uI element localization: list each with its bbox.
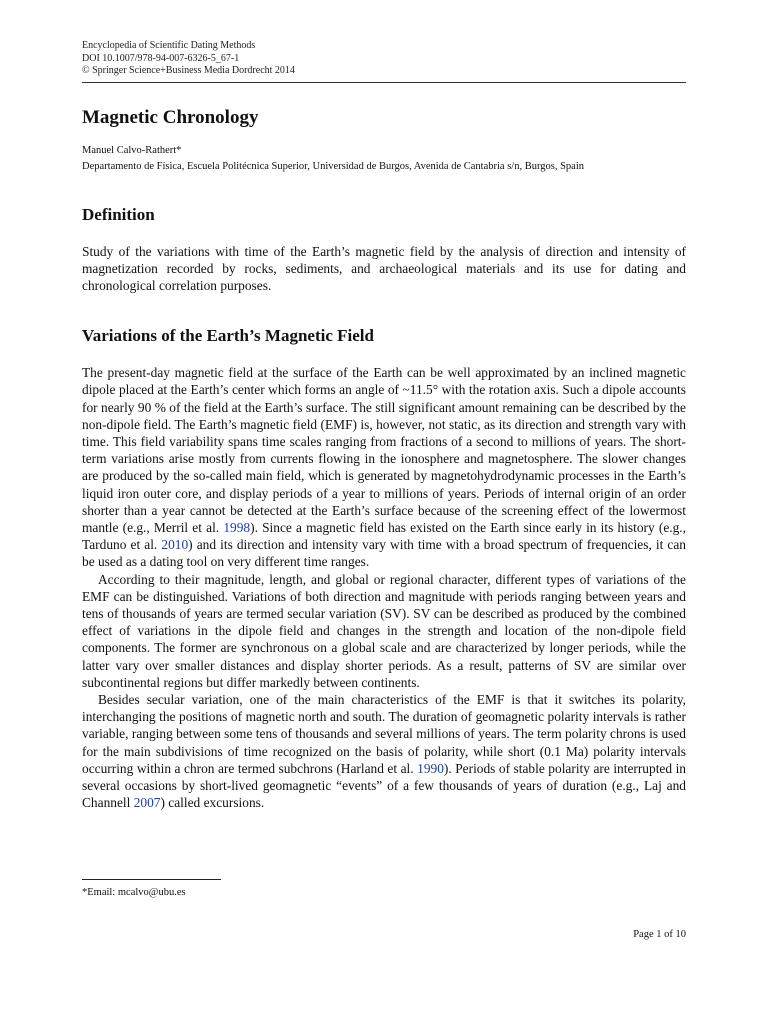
paragraph-1: The present-day magnetic field at the surface of the Earth can be well approximated by an inclined magnetic dipole placed at the Earth’s center which forms an angle of ~11.5° with the rotation axis. Such a dipole accounts for nearly 90 % of the field at the Earth’s surface. The still significant amount remaining can be described by the non-dipole field. The Earth’s magnetic field (EMF) is, however, not static, as its direction and strength vary with time. This field variability spans time scales ranging from fractions of a second to millions of years. The short-term variations arise mostly from currents flowing in the ionosphere and magnetosphere. The slower changes are produced by the so-called main field, which is generated by magnetohydrodynamic processes in the Earth’s liquid iron outer core, and display periods of a year to millions of years. Periods of internal origin of an order shorter than a year cannot be detected at the Earth’s surface because of the screening effect of the lowermost mantle (e.g., Merril et al. 1998). Since a magnetic field has existed on the Earth since early in its history (e.g., Tarduno et al. 2010) and its direction and intensity vary with time with a broad spectrum of frequencies, it can be used as a dating tool on very different time ranges. — [82, 365, 686, 570]
affiliation: Departamento de Física, Escuela Politécnica Superior, Universidad de Burgos, Avenida de Cantabria s/n, Burgos, Spain — [82, 160, 585, 172]
section-heading-variations: Variations of the Earth’s Magnetic Field — [82, 326, 374, 346]
section-heading-definition: Definition — [82, 204, 155, 224]
paragraph-3: Besides secular variation, one of the main characteristics of the EMF is that it switches its polarity, interchanging the positions of magnetic north and south. The duration of geomagnetic polarity intervals is rather variable, ranging between some tens of thousands and several millions of years. The term polarity chrons is used for the main subdivisions of time recognized on the basis of polarity, while short (0.1 Ma) polarity intervals occurring within a chron are termed subchrons (Harland et al. 1990). Periods of stable polarity are interrupted in several occasions by short-lived geomagnetic “events” of a few thousands of years of duration (e.g., Laj and Channell 2007) called excursions. — [82, 691, 686, 811]
citation-link[interactable]: 1998 — [223, 519, 251, 535]
citation-link[interactable]: 1990 — [417, 760, 444, 776]
paragraph-2: According to their magnitude, length, and global or regional character, different types of variations of the EMF can be distinguished. Variations of both direction and magnitude with periods ranging between years and tens of thousands of years are termed secular variation (SV). SV can be described as produced by the combined effect of variations in the dipole field and changes in the strength and location of the non-dipole field components. The former are synchronous on a global scale and are characterized by longer periods, while the latter vary over smaller distances and display shorter periods. As a result, patterns of SV are similar over subcontinental regions but differ markedly between continents. — [82, 571, 686, 690]
doi: DOI 10.1007/978-94-007-6326-5_67-1 — [82, 52, 240, 64]
header-rule — [82, 82, 686, 83]
footnote-email: *Email: mcalvo@ubu.es — [82, 887, 186, 898]
page-body — [82, 40, 686, 811]
article-title: Magnetic Chronology — [82, 106, 259, 128]
journal-name: Encyclopedia of Scientific Dating Methods — [82, 40, 256, 51]
running-header — [82, 40, 686, 78]
citation-link[interactable]: 2007 — [133, 795, 161, 811]
page-number: Page 1 of 10 — [633, 929, 686, 940]
copyright: © Springer Science+Business Media Dordrecht 2014 — [82, 65, 295, 76]
author: Manuel Calvo-Rathert* — [82, 144, 182, 156]
definition-paragraph: Study of the variations with time of the Earth’s magnetic field by the analysis of direction and intensity of magnetization recorded by rocks, sediments, and archaeological materials and its use for dating and chronological correlation purposes. — [82, 243, 686, 293]
citation-link[interactable]: 2010 — [161, 537, 189, 553]
footnote-rule — [82, 879, 221, 880]
